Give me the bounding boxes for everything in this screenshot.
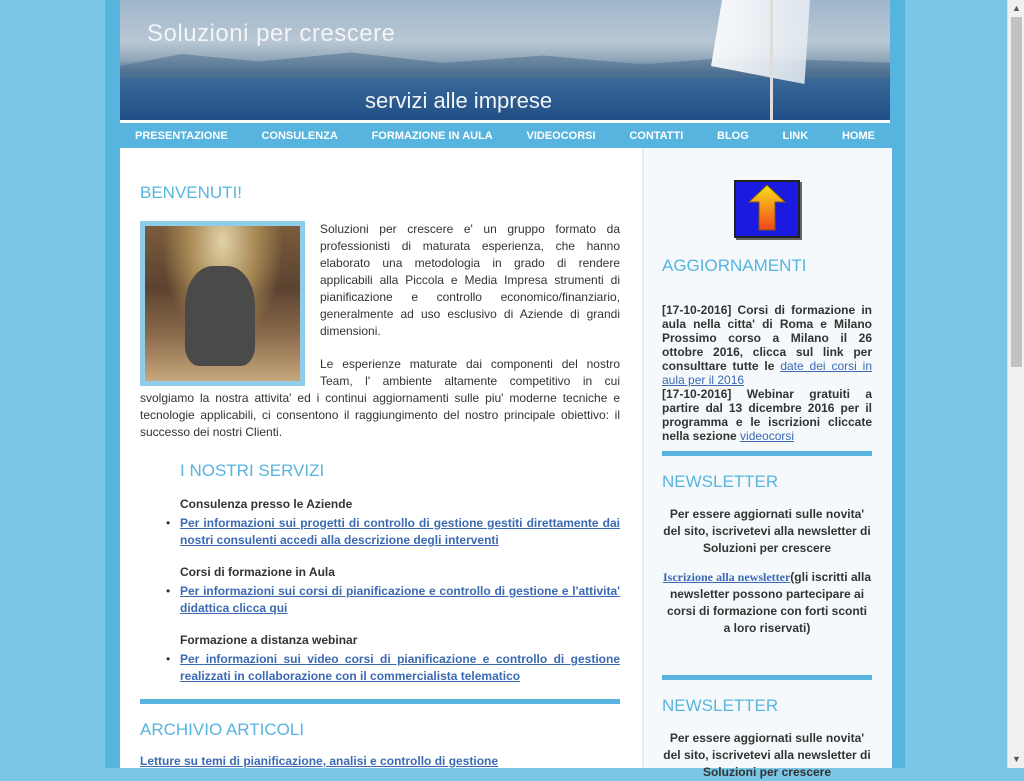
- sidebar-divider: [662, 451, 872, 456]
- service-link-consulenza[interactable]: Per informazioni sui progetti di controllo di gestione gestiti direttamente dai nostri consulenti accedi alla descrizione degli interventi: [180, 516, 620, 547]
- newsletter-text-2: Per essere aggiornati sulle novita' del sito, iscrivetevi alla newsletter di Soluzioni per crescere: [663, 731, 871, 779]
- main-nav: [120, 123, 890, 148]
- update-item: [662, 303, 872, 387]
- scrollbar[interactable]: [1007, 0, 1024, 768]
- welcome-paragraph-2: Le esperienze maturate dai componenti del nostro Team, l' ambiente altamente competitivo in cui svolgiamo la nostra attivita' ed i continui aggiornamenti sulle piu' moderne tecniche e tecnologie applicabili, ci consentono il raggiungimento del nostro principale obiettivo: il successo dei nostri Clienti.: [140, 357, 620, 439]
- nav-presentazione[interactable]: PRESENTAZIONE: [135, 129, 228, 142]
- banner-sail: [700, 0, 810, 120]
- sidebar-divider: [662, 675, 872, 680]
- section-divider: [140, 699, 620, 704]
- updates-section: [662, 256, 872, 781]
- scrollbar-thumb[interactable]: [1011, 17, 1022, 367]
- archive-heading: ARCHIVIO ARTICOLI: [140, 720, 305, 739]
- nav-videocorsi[interactable]: VIDEOCORSI: [526, 129, 596, 142]
- nav-contatti[interactable]: CONTATTI: [629, 129, 684, 142]
- service-link-webinar[interactable]: Per informazioni sui video corsi di pianificazione e controllo di gestione realizzati in collaborazione con il commercialista telematico: [180, 652, 620, 683]
- services-heading: I NOSTRI SERVIZI: [180, 461, 325, 480]
- scroll-up-icon[interactable]: ▲: [1012, 3, 1021, 13]
- welcome-block: [140, 221, 620, 441]
- sidebar: [642, 148, 892, 779]
- nav-blog[interactable]: BLOG: [717, 129, 749, 142]
- service-title: Corsi di formazione in Aula: [180, 565, 335, 579]
- update-item: [662, 387, 872, 443]
- banner-mast: [770, 0, 773, 120]
- update-text: [17-10-2016] Webinar gratuiti a partire dal 13 dicembre 2016 per il programma e le iscrizioni cliccate nella sezione: [662, 387, 872, 443]
- newsletter-signup: [662, 569, 872, 637]
- scroll-down-icon[interactable]: ▼: [1012, 754, 1021, 764]
- list-item: [180, 515, 620, 549]
- welcome-paragraph-1: Soluzioni per crescere e' un gruppo formato da professionisti di maturata esperienza, che hanno elaborato una metodologia in grado di rendere applicabili alla Piccola e Media Impresa strumenti di pianificazione e controllo economico/finanziario, generalmente ad uso esclusivo di Aziende di grandi dimensioni.: [320, 222, 620, 338]
- newsletter-link[interactable]: Iscrizione alla newsletter: [663, 570, 791, 584]
- site-title: Soluzioni per crescere: [147, 20, 396, 47]
- list-item: [180, 651, 620, 685]
- update-text: [17-10-2016] Corsi di formazione in aula nella citta' di Roma e Milano Prossimo corso a Milano il 26 ottobre 2016, clicca sul link per consulttare tutte le: [662, 303, 872, 373]
- newsletter-note: (gli iscritti alla newsletter possono partecipare ai corsi di formazione con forti sconti a loro riservati): [666, 570, 871, 635]
- page-frame: [105, 0, 905, 779]
- update-link-videocorsi[interactable]: videocorsi: [740, 429, 795, 443]
- service-title: Consulenza presso le Aziende: [180, 497, 353, 511]
- welcome-heading: BENVENUTI!: [140, 183, 243, 202]
- service-list: [180, 651, 620, 685]
- newsletter-text: Per essere aggiornati sulle novita' del sito, iscrivetevi alla newsletter di Soluzioni per crescere: [663, 507, 871, 555]
- services-section: [180, 461, 620, 685]
- archive-block: [140, 754, 620, 768]
- service-list: [180, 583, 620, 617]
- service-list: [180, 515, 620, 549]
- newsletter-heading: NEWSLETTER: [662, 472, 779, 491]
- main-content: [140, 148, 620, 768]
- nav-formazione-in-aula[interactable]: FORMAZIONE IN AULA: [371, 129, 493, 142]
- service-link-corsi[interactable]: Per informazioni sui corsi di pianificazione e controllo di gestione e l'attivita' didattica clicca qui: [180, 584, 620, 615]
- page-inner: [120, 0, 890, 779]
- archive-link[interactable]: Letture su temi di pianificazione, analisi e controllo di gestione: [140, 754, 499, 768]
- nav-home[interactable]: HOME: [841, 129, 875, 142]
- statue-photo: [140, 221, 305, 386]
- site-subtitle: servizi alle imprese: [365, 88, 553, 113]
- service-title: Formazione a distanza webinar: [180, 633, 358, 647]
- updates-heading: AGGIORNAMENTI: [662, 256, 807, 275]
- header-banner: [120, 0, 890, 120]
- nav-link[interactable]: LINK: [782, 129, 809, 142]
- list-item: [180, 583, 620, 617]
- statue-shape: [185, 266, 255, 366]
- nav-consulenza[interactable]: CONSULENZA: [261, 129, 338, 142]
- update-link-dates[interactable]: date dei corsi in aula per il 2016: [662, 359, 873, 387]
- arrow-up-icon[interactable]: [734, 180, 800, 238]
- newsletter-heading-2: NEWSLETTER: [662, 696, 779, 715]
